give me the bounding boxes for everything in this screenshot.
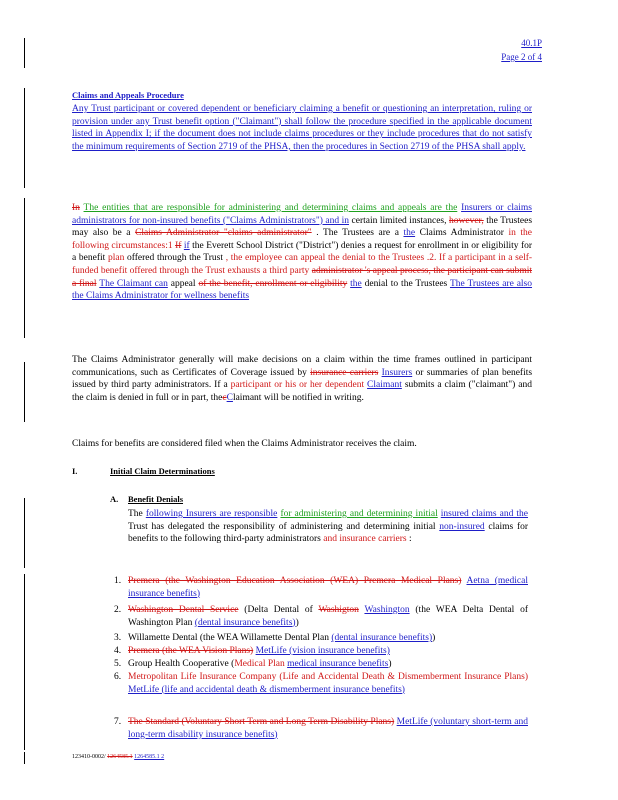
struck-text: insurance carriers xyxy=(310,367,379,378)
body-text: The Claims Administrator generally will make decisions on a claim within the time frames outlined in participant communications, such as Certificates of Coverage issued by xyxy=(72,355,532,378)
struck-text: In xyxy=(72,203,80,213)
list-item: 7. The Standard (Voluntary Short Term and Long Term Disability Plans) MetLife (voluntary short-term and long-term disability insurance benefits) xyxy=(114,717,528,740)
moved-text: in the following circumstances:1 xyxy=(72,228,533,251)
inserted-text: 1264585.1 2 xyxy=(134,754,165,760)
delegation-paragraph xyxy=(128,508,528,546)
inserted-text: for administering and determining initial xyxy=(280,509,438,519)
inserted-text: non-insured xyxy=(439,521,485,532)
struck-text: of the benefit, enrollment or eligibility xyxy=(198,278,348,289)
inserted-text: the xyxy=(403,228,416,239)
body-text: submits a claim ("claimant") and the claim is denied in full or in part, the xyxy=(72,380,533,403)
struck-text: If xyxy=(175,240,182,251)
moved-text: plan xyxy=(107,253,125,264)
struck-text: c xyxy=(222,392,227,403)
inserted-text: C xyxy=(226,392,233,403)
revision-bar xyxy=(24,198,25,338)
document-id: 40.1P xyxy=(521,38,542,48)
inserted-text: insured claims and the xyxy=(440,509,529,519)
revision-bar xyxy=(24,88,25,188)
inserted-text: The entities that are responsible for administering and determining claims and appeals are the xyxy=(83,203,458,213)
inserted-text: if xyxy=(183,240,190,251)
inserted-text: MetLife (voluntary short-term and long-term disability insurance benefits) xyxy=(128,717,528,740)
inserted-text: Insurers or claims administrators for non-insured benefits ("Claims Administrators") and in xyxy=(72,203,532,226)
body-text: offered through the Trust xyxy=(127,253,224,264)
section-heading: Initial Claim Determinations xyxy=(110,466,215,476)
body-text: ) xyxy=(295,617,299,628)
intro-paragraph: Any Trust participant or covered dependent or beneficiary claiming a benefit or questioning an interpretation, ruling or provision under any Trust benefit option ("Claimant") shall follow the procedure specified in the applicable document listed in Appendix I; if the document does not include claims procedures or they include procedures that do not satisfy the minimum requirements of Section 2719 of the PHSA, then the procedures in Section 2719 of the PHSA shall apply. xyxy=(72,104,532,152)
list-item: 6. Metropolitan Life Insurance Company (Life and Accidental Death & Dismemberment Insurance Plans) MetLife (life and accidental death & dismemberment insurance benefits) xyxy=(114,672,528,695)
body-text: . The Trustees are a xyxy=(316,228,399,239)
revision-bar xyxy=(24,362,25,422)
struck-text: Claims Administrator "claims administrator" xyxy=(135,228,312,239)
body-text: denial to the Trustees xyxy=(364,278,448,289)
inserted-text: (dental insurance benefits) xyxy=(331,633,433,643)
moved-text: and insurance carriers xyxy=(323,534,407,545)
struck-text: Washington Dental Service xyxy=(128,605,239,615)
entities-paragraph xyxy=(72,202,532,303)
moved-text: , the employee can appeal the denial to the Trustees .2. xyxy=(225,253,437,264)
body-text: (Delta Dental of xyxy=(244,605,313,615)
body-text: the Everett School District ("District") denies a request for enrollment in or eligibility for a benefit xyxy=(72,240,533,264)
inserted-text: the xyxy=(350,278,362,289)
section-number: I. xyxy=(72,466,78,476)
section-title: Claims and Appeals Procedure xyxy=(72,90,184,100)
inserted-text: following Insurers are responsible xyxy=(145,509,278,519)
moved-text: Metropolitan Life Insurance Company (Life and Accidental Death & Dismemberment Insurance Plans) xyxy=(128,672,528,682)
moved-text: If a participant in a self-funded benefit offered through the Trust exhausts a third party xyxy=(72,253,533,276)
body-text: Claims Administrator xyxy=(419,228,504,239)
inserted-text: MetLife (life and accidental death & dismemberment insurance benefits) xyxy=(128,684,405,695)
list-item: 1. Premera (the Washington Education Association (WEA) Premera Medical Plans) Aetna (medical insurance benefits) xyxy=(114,576,528,599)
body-text: certain limited instances, xyxy=(351,215,447,226)
inserted-text: Aetna (medical insurance benefits) xyxy=(128,576,528,599)
body-text: Group Health Cooperative ( xyxy=(128,659,235,669)
moved-text: participant or his or her dependent xyxy=(230,380,365,391)
body-text: ) xyxy=(388,659,392,669)
inserted-text: (dental insurance benefits) xyxy=(194,617,296,628)
struck-text: Premera (the Washington Education Association (WEA) Premera Medical Plans) xyxy=(128,576,462,586)
inserted-text: Insurers xyxy=(381,367,413,378)
list-item: 4. Premera (the WEA Vision Plans) MetLife (vision insurance benefits) xyxy=(114,646,390,656)
struck-text: The Standard (Voluntary Short Term and Long Term Disability Plans) xyxy=(128,717,395,727)
inserted-text: The Claimant can xyxy=(99,278,168,289)
list-item: 5. Group Health Cooperative (Medical Plan medical insurance benefits) xyxy=(114,659,392,669)
list-item: 3. Willamette Dental (the WEA Willamette Dental Plan (dental insurance benefits)) xyxy=(114,633,436,643)
body-text: the Trustees may also be a xyxy=(72,215,533,239)
inserted-text: MetLife (vision insurance benefits) xyxy=(255,646,390,656)
subsection-letter: A. xyxy=(110,494,119,504)
claims-filed-paragraph: Claims for benefits are considered filed when the Claims Administrator receives the claim. xyxy=(72,439,417,449)
struck-text: however, xyxy=(449,215,484,226)
body-text: Willamette Dental (the WEA Willamette Dental Plan xyxy=(128,633,329,643)
inserted-text: The Trustees are also the Claims Administrator for wellness benefits xyxy=(72,278,533,302)
struck-text: Premera (the WEA Vision Plans) xyxy=(128,646,254,656)
inserted-text: Claimant xyxy=(367,380,402,391)
claims-admin-paragraph xyxy=(72,354,532,404)
revision-bar xyxy=(24,752,25,764)
struck-text: 1264585.1 xyxy=(107,754,133,760)
inserted-text: medical insurance benefits xyxy=(287,659,389,669)
body-text: laimant will be notified in writing. xyxy=(232,392,364,403)
struck-text: Washigton xyxy=(318,605,359,615)
subsection-heading: Benefit Denials xyxy=(128,494,184,504)
body-text: appeal xyxy=(170,278,196,289)
body-text: : xyxy=(408,534,412,545)
revision-bar xyxy=(24,574,25,750)
list-item: 2. Washington Dental Service (Delta Dental of Washigton Washington (the WEA Delta Dental of Washington Plan (dental insurance benefits)) xyxy=(114,605,528,628)
body-text: ) xyxy=(432,633,436,643)
revision-bar xyxy=(24,38,25,68)
body-text: or summaries of plan benefits issued by third party administrators. If a xyxy=(72,367,533,391)
moved-text: Medical Plan xyxy=(234,659,285,669)
body-text: (the WEA Delta Dental of Washington Plan xyxy=(128,605,528,628)
body-text: The xyxy=(128,509,143,519)
body-text: claims for benefits to the following third-party administrators xyxy=(128,521,529,545)
struck-text: administrator 's appeal process, the participant can submit a final xyxy=(72,265,533,289)
body-text: Trust has delegated the responsibility of administering and determining initial xyxy=(128,521,436,532)
page-number: Page 2 of 4 xyxy=(501,52,542,62)
inserted-text: Washington xyxy=(364,605,410,615)
revision-bar xyxy=(24,498,25,568)
footer-doc-number: 123410-0002/ 1264585.1 1264585.1 2 xyxy=(72,754,165,760)
